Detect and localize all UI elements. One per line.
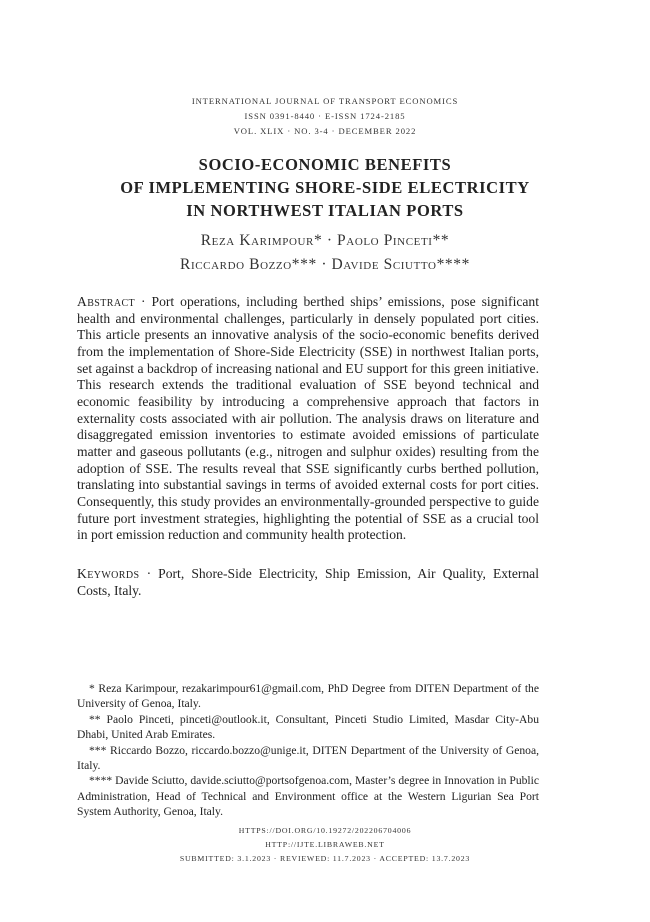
journal-name: INTERNATIONAL JOURNAL OF TRANSPORT ECONOMICS (191, 96, 459, 106)
doi-link[interactable]: HTTPS://DOI.ORG/10.19272/202206704006 (238, 826, 412, 835)
abstract-label: Abstract (77, 294, 136, 309)
abstract-text: · Port operations, including berthed ships’ emissions, pose significant health and environmental challenges, particularly in densely populated port cities. This article presents an innovative analysis of the socio-economic benefits derived from the implementation of Shore-Side Electricity (SSE) in northwest Italian ports, set against a backdrop of increasing national and EU support for this green initiative. This research extends the traditional evaluation of SSE beyond technical and economic feasibility by introducing a comprehensive approach that factors in externality costs associated with air pollution. The analysis draws on literature and disaggregated emission inventories to estimate avoided emissions of particulate matter and gaseous pollutants (e.g., nitrogen and sulphur oxides) resulting from the adoption of SSE. The results reveal that SSE significantly curbs berthed pollution, translating into substantial savings in terms of avoided external costs for port cities. Consequently, this study provides an environmentally-grounded perspective to guide future port investment strategies, highlighting the potential of SSE as a crucial tool in port emission reduction and community health protection. (77, 294, 539, 543)
article-title (0, 153, 650, 222)
footnote-author-4: **** Davide Sciutto, davide.sciutto@portsofgenoa.com, Master’s degree in Innovation in Public Administration, Head of Technical and Environment office at the Western Ligurian Sea Port System Authority, Genoa, Italy. (77, 774, 539, 819)
title-line-3: IN NORTHWEST ITALIAN PORTS (186, 201, 464, 220)
title-line-2: OF IMPLEMENTING SHORE-SIDE ELECTRICITY (120, 178, 530, 197)
journal-header (0, 94, 650, 139)
footnote-author-2: ** Paolo Pinceti, pinceti@outlook.it, Consultant, Pinceti Studio Limited, Masdar City-Abu Dhabi, United Arab Emirates. (77, 712, 539, 742)
footnote-author-1: * Reza Karimpour, rezakarimpour61@gmail.com, PhD Degree from DITEN Department of the University of Genoa, Italy. (77, 682, 539, 711)
keywords (77, 566, 539, 600)
title-line-1: SOCIO-ECONOMIC BENEFITS (198, 155, 452, 174)
keywords-label: Keywords (77, 566, 140, 581)
keywords-text: · Port, Shore-Side Electricity, Ship Emission, Air Quality, External Costs, Italy. (77, 566, 539, 598)
author-footnotes (77, 681, 539, 820)
journal-volume: VOL. XLIX · NO. 3-4 · DECEMBER 2022 (233, 126, 417, 136)
footnote-author-3: *** Riccardo Bozzo, riccardo.bozzo@unige.it, DITEN Department of the University of Genoa, Italy. (77, 743, 539, 773)
submission-dates: SUBMITTED: 3.1.2023 · REVIEWED: 11.7.2023 · ACCEPTED: 13.7.2023 (179, 854, 471, 863)
journal-website-link[interactable]: HTTP://IJTE.LIBRAWEB.NET (265, 840, 385, 849)
authors-line-1: Reza Karimpour* · Paolo Pinceti** (200, 232, 450, 249)
page-footer (0, 824, 650, 866)
authors-line-2: Riccardo Bozzo*** · Davide Sciutto**** (180, 256, 470, 273)
abstract (77, 294, 539, 544)
journal-issn: ISSN 0391-8440 · E-ISSN 1724-2185 (244, 111, 406, 121)
author-list (0, 229, 650, 277)
